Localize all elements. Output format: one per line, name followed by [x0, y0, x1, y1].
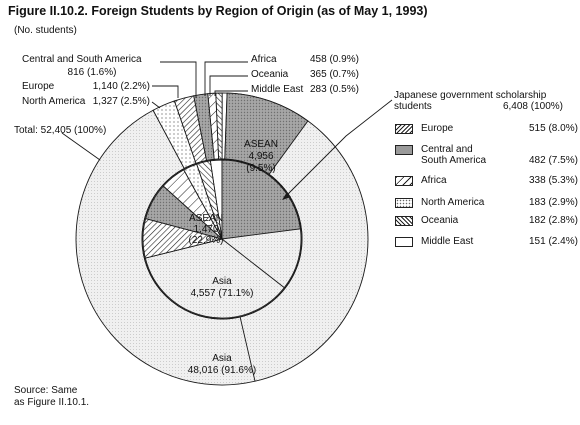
legend-label: Central and	[421, 144, 473, 155]
label-europe: Europe	[22, 81, 55, 92]
source-line-1: Source: Same	[14, 385, 78, 396]
figure-subtitle: (No. students)	[14, 25, 77, 36]
legend-swatch-africa	[395, 176, 413, 186]
inner-asean-pct: (22.9%)	[188, 235, 224, 246]
value-central-south-america: 816 (1.6%)	[67, 67, 117, 78]
value-europe: 1,140 (2.2%)	[92, 81, 150, 92]
legend-value: 151 (2.4%)	[529, 236, 578, 247]
legend-value: 183 (2.9%)	[529, 197, 578, 208]
outer-asean-label: ASEAN	[244, 139, 278, 150]
value-oceania: 365 (0.7%)	[310, 69, 359, 80]
leader-europe	[152, 86, 178, 98]
scholarship-title-1: Japanese government scholarship	[394, 90, 547, 101]
legend-label: North America	[421, 197, 485, 208]
figure-title: Figure II.10.2. Foreign Students by Region of Origin (as of May 1, 1993)	[8, 4, 428, 18]
label-north-america: North America	[22, 96, 86, 107]
scholarship-total: 6,408 (100%)	[502, 101, 563, 112]
outer-asean-value: 4,956	[248, 151, 274, 162]
outer-asia-label: Asia	[212, 353, 232, 364]
value-middle-east: 283 (0.5%)	[310, 84, 359, 95]
legend-swatch-central-south-america	[395, 145, 413, 155]
source-note	[14, 385, 89, 409]
legend-label: Africa	[421, 175, 447, 186]
scholarship-title-2: students	[394, 101, 432, 112]
legend-label: Middle East	[421, 236, 474, 247]
legend-value: 482 (7.5%)	[529, 155, 578, 166]
inner-asean-label: ASEAN	[189, 213, 223, 224]
legend-label: Oceania	[421, 215, 459, 226]
legend-swatch-europe	[395, 124, 413, 134]
inner-asia-label: Asia	[212, 276, 232, 287]
legend-label-2: South America	[421, 155, 487, 166]
value-north-america: 1,327 (2.5%)	[92, 96, 150, 107]
legend-swatch-middle-east	[395, 237, 413, 247]
label-oceania: Oceania	[251, 69, 289, 80]
outer-asia-value: 48,016 (91.6%)	[187, 365, 257, 376]
outer-asean-pct: (9.5%)	[246, 163, 276, 174]
legend-value: 182 (2.8%)	[529, 215, 578, 226]
total-label: Total: 52,405 (100%)	[14, 125, 107, 136]
legend-swatch-oceania	[395, 216, 413, 226]
legend-swatch-north-america	[395, 198, 413, 208]
leader-north-america	[152, 102, 160, 108]
legend-value: 338 (5.3%)	[529, 175, 578, 186]
inner-asean-value: 1,470	[193, 224, 219, 235]
source-line-2: as Figure II.10.1.	[14, 397, 90, 408]
legend-label: Europe	[421, 123, 454, 134]
inner-asia-value: 4,557 (71.1%)	[190, 288, 254, 299]
value-africa: 458 (0.9%)	[310, 54, 359, 65]
leader-total	[62, 133, 100, 160]
label-middle-east: Middle East	[251, 84, 304, 95]
legend-value: 515 (8.0%)	[529, 123, 578, 134]
label-africa: Africa	[251, 54, 277, 65]
label-central-south-america: Central and South America	[22, 54, 142, 65]
